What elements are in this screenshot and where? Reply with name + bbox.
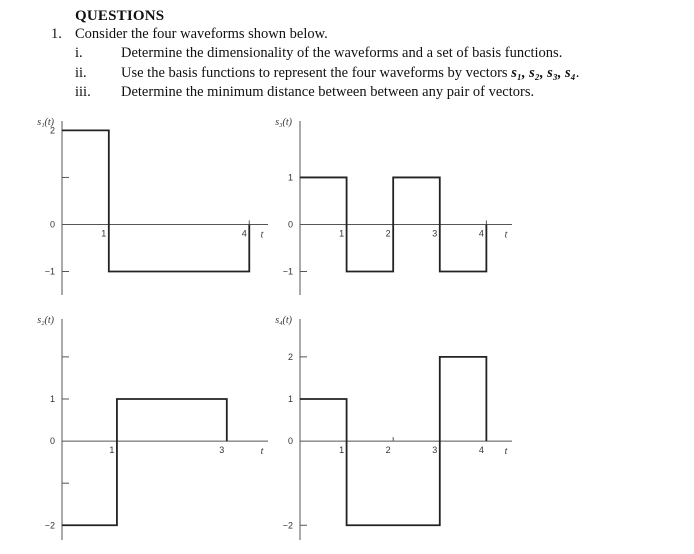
item-numeral-ii: ii. — [75, 65, 87, 81]
x-tick-label-s2: 1 — [109, 445, 115, 456]
x-tick-label-s1: 1 — [101, 228, 107, 239]
waveform-s1 — [62, 130, 249, 271]
y-axis-title-s2: s₂(t) — [37, 315, 54, 326]
y-tick-label-s1: 2 — [49, 125, 55, 136]
x-axis-title-s2: t — [260, 446, 264, 458]
y-tick-label-s1: −1 — [44, 266, 55, 277]
x-tick-label-s1: 4 — [241, 228, 247, 239]
heading: QUESTIONS — [75, 8, 165, 24]
waveform-s2 — [62, 399, 227, 525]
item-numeral-i: i. — [75, 45, 83, 61]
y-tick-label-s3: 1 — [287, 172, 293, 183]
y-axis-title-s3: s₃(t) — [275, 117, 292, 128]
y-tick-label-s4: −2 — [282, 520, 293, 531]
x-tick-label-s4: 1 — [339, 445, 345, 456]
x-tick-label-s3: 4 — [478, 228, 484, 239]
vector-list: s₁, s₂, s₃, s₄ — [511, 65, 576, 81]
item-text-ii-body: Use the basis functions to represent the four waveforms by vectors — [121, 65, 512, 81]
x-tick-label-s4: 4 — [478, 445, 484, 456]
item-text-iii: Determine the minimum distance between between any pair of vectors. — [121, 84, 535, 100]
x-tick-label-s3: 3 — [432, 228, 438, 239]
x-axis-title-s3: t — [504, 229, 508, 241]
y-tick-label-s4: 1 — [287, 393, 293, 404]
y-axis-title-s1: s₁(t) — [37, 117, 54, 128]
y-tick-label-s3: −1 — [282, 266, 293, 277]
x-tick-label-s3: 1 — [339, 228, 345, 239]
y-tick-label-s2: 0 — [49, 436, 55, 447]
y-tick-label-s2: −2 — [44, 520, 55, 531]
question-number: 1. — [51, 26, 62, 42]
question-text: Consider the four waveforms shown below. — [75, 26, 328, 42]
item-text-ii-suffix: . — [575, 65, 580, 81]
x-tick-label-s3: 2 — [385, 228, 391, 239]
y-tick-label-s1: 0 — [49, 219, 55, 230]
x-axis-title-s1: t — [260, 229, 264, 241]
y-tick-label-s3: 0 — [287, 219, 293, 230]
x-tick-label-s4: 2 — [385, 445, 391, 456]
item-numeral-iii: iii. — [75, 84, 91, 100]
x-tick-label-s2: 3 — [219, 445, 225, 456]
item-text-i: Determine the dimensionality of the waveforms and a set of basis functions. — [121, 45, 563, 61]
y-tick-label-s4: 0 — [287, 436, 293, 447]
x-axis-title-s4: t — [504, 446, 508, 458]
x-tick-label-s4: 3 — [432, 445, 438, 456]
y-axis-title-s4: s₄(t) — [275, 315, 292, 326]
y-tick-label-s4: 2 — [287, 351, 293, 362]
y-tick-label-s2: 1 — [49, 393, 55, 404]
